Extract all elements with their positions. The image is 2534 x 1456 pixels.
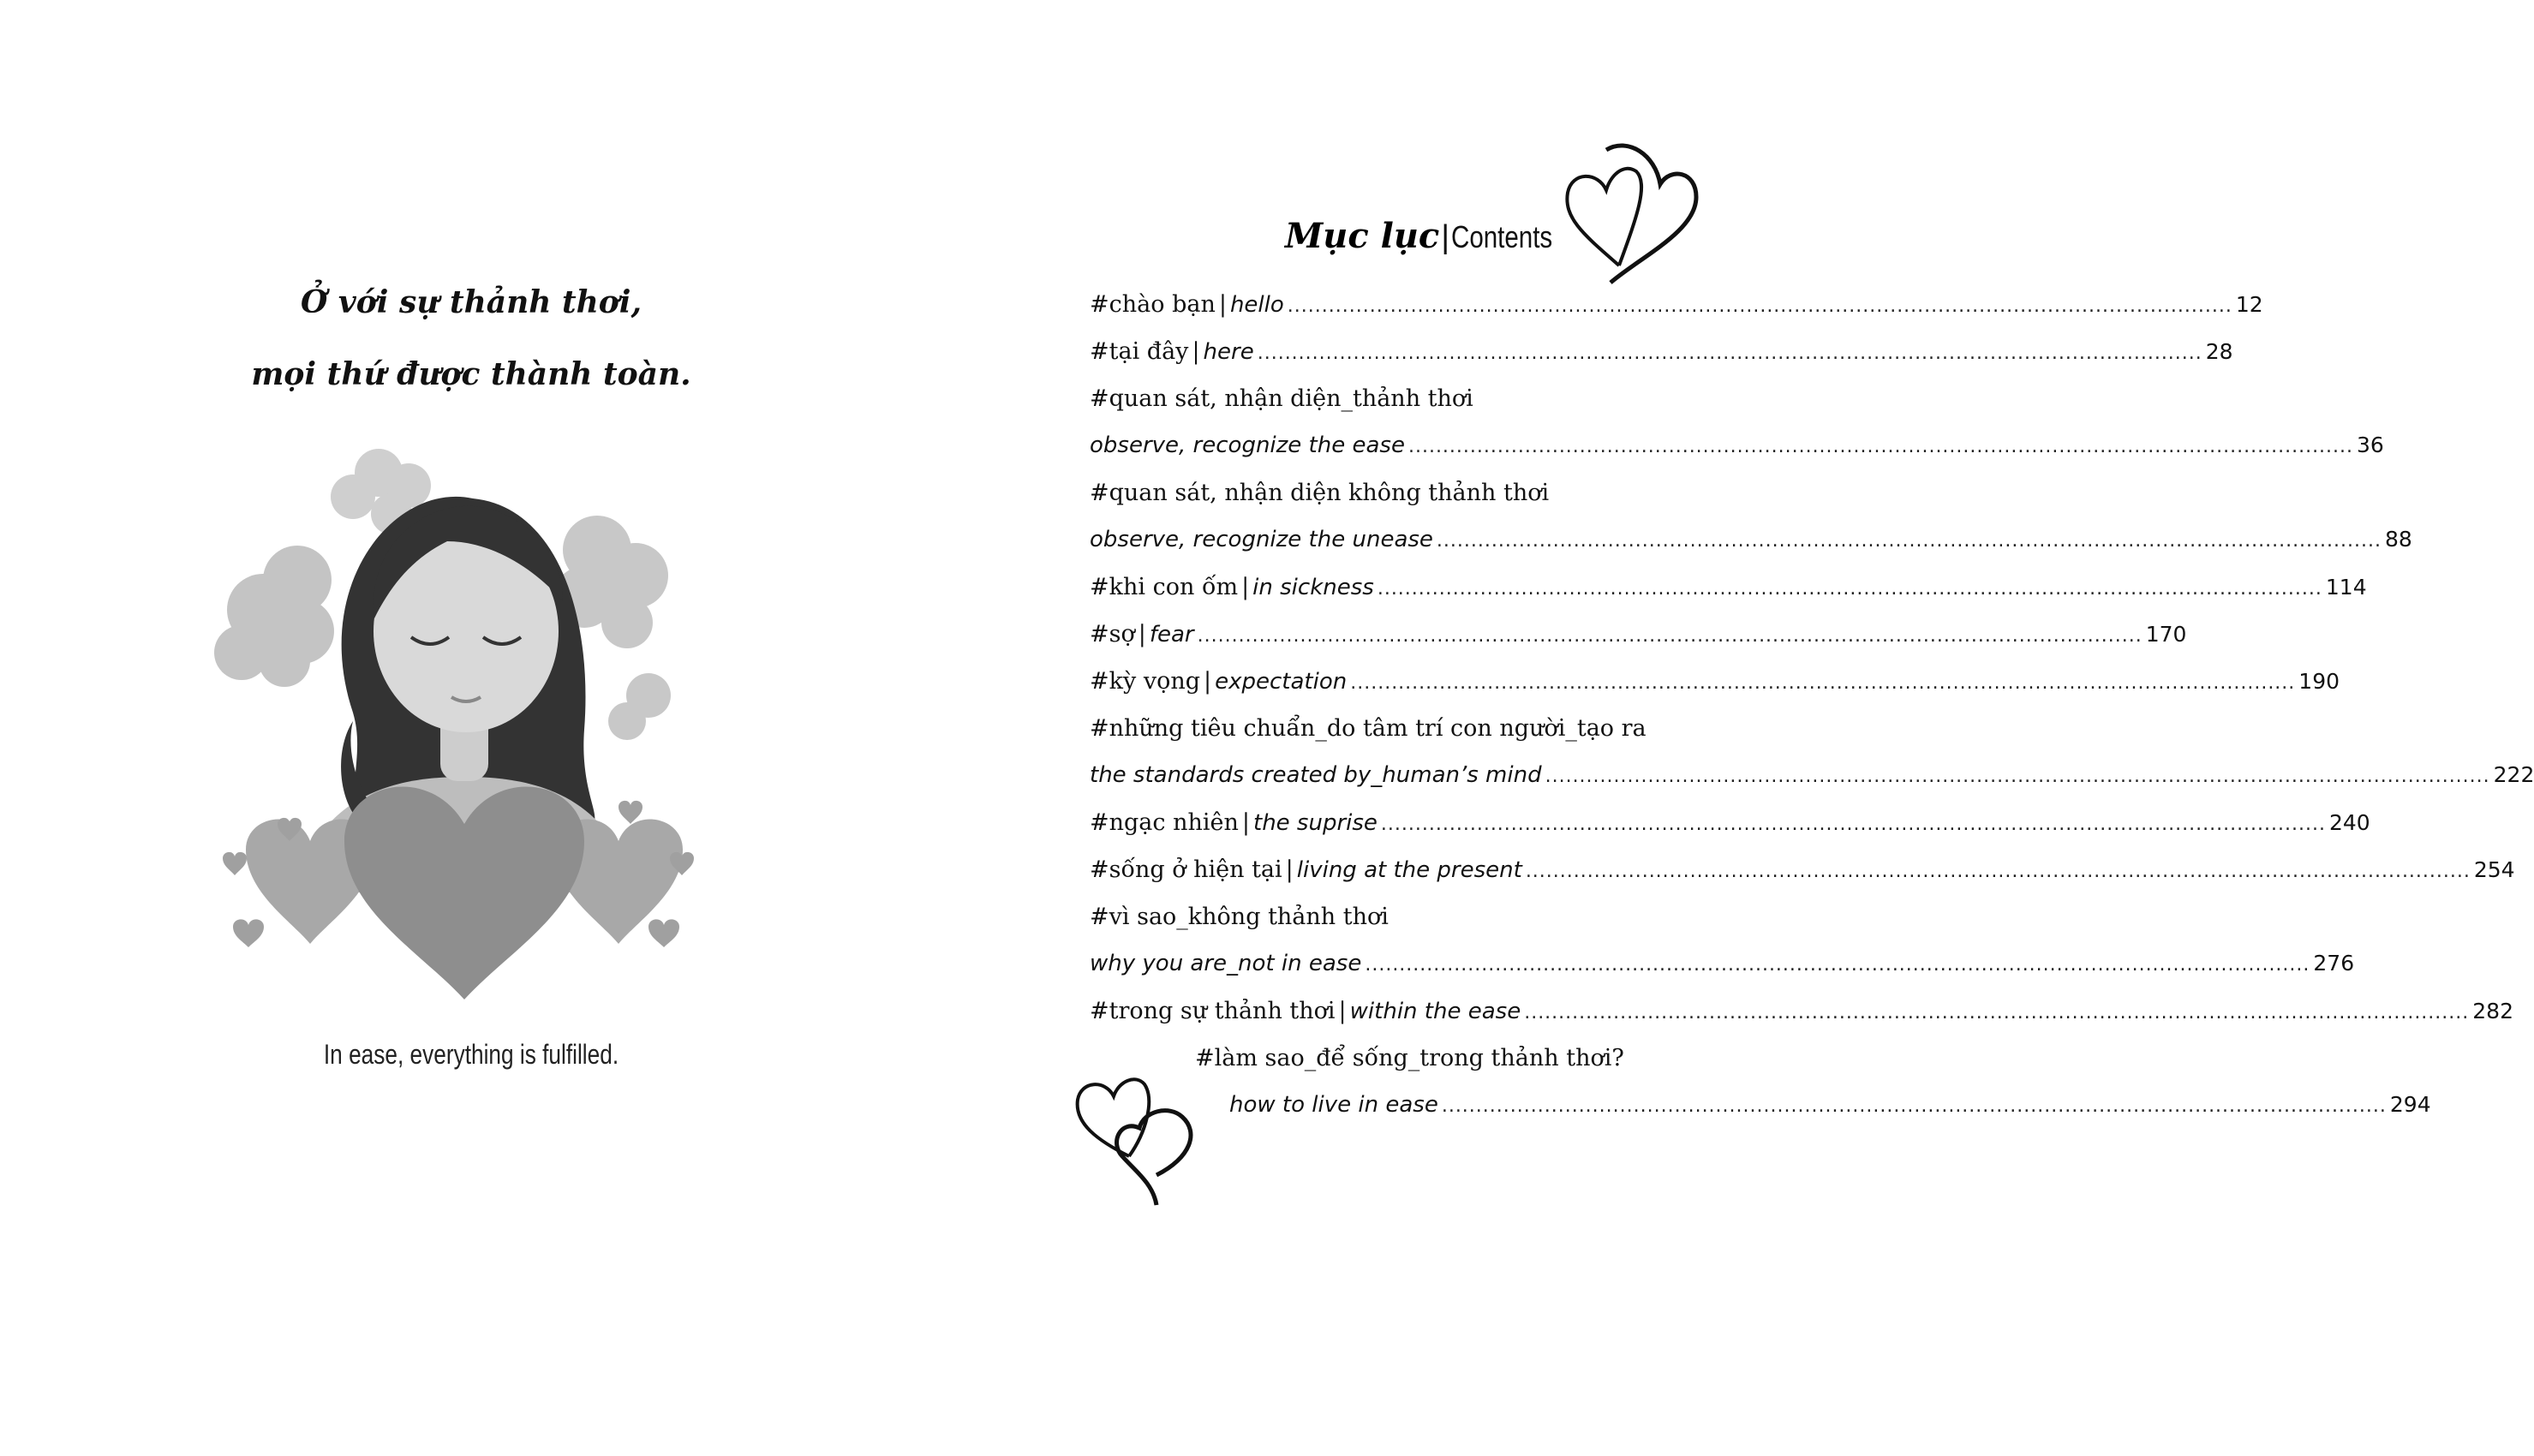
toc-entry-separator: | (1285, 856, 1294, 883)
toc-page-number: 276 (2313, 951, 2355, 976)
toc-entry-vietnamese: #vì sao_không thảnh thơi (1090, 904, 1389, 930)
toc-dot-leader: .......................................................................................................................................... (1407, 436, 2354, 457)
toc-entry[interactable] (1090, 951, 2355, 982)
toc-dot-leader: .......................................................................................................................................... (1380, 814, 2326, 835)
double-heart-icon (1071, 1047, 1206, 1208)
toc-page-number: 222 (2493, 762, 2534, 787)
toc-entry[interactable] (1090, 621, 2187, 652)
toc-entry-vietnamese: #ngạc nhiên (1090, 809, 1239, 836)
toc-title (1285, 216, 1551, 256)
toc-dot-leader: .......................................................................................................................................... (1524, 1002, 2470, 1023)
toc-entry-vietnamese: #khi con ốm (1090, 574, 1239, 600)
toc-entry-vietnamese: #sống ở hiện tại (1090, 856, 1282, 883)
toc-entry-vietnamese: #làm sao_để sống_trong thảnh thơi? (1195, 1045, 1624, 1071)
caption-english: In ease, everything is fulfilled. (323, 1039, 619, 1070)
toc-entry[interactable] (1090, 762, 2534, 793)
toc-entry-english: the suprise (1253, 810, 1378, 836)
toc-entry-vietnamese: #kỳ vọng (1090, 668, 1201, 695)
toc-dot-leader: .......................................................................................................................................... (1287, 295, 2232, 317)
toc-entry-vietnamese: #trong sự thảnh thơi (1090, 998, 1336, 1024)
toc-page-number: 114 (2325, 575, 2367, 600)
toc-dot-leader: .......................................................................................................................................... (1436, 530, 2382, 552)
toc-page-number: 294 (2389, 1092, 2431, 1117)
toc-dot-leader: .......................................................................................................................................... (1350, 672, 2296, 694)
toc-entry-english: observe, recognize the ease (1090, 433, 1405, 458)
toc-entry-english: why you are_not in ease (1090, 951, 1362, 976)
toc-dot-leader: .......................................................................................................................................... (1197, 625, 2143, 647)
toc-entry-english: the standards created by_human’s mind (1090, 762, 1542, 788)
toc-entry[interactable] (1090, 291, 2263, 322)
toc-entry-english: fear (1149, 622, 1194, 647)
toc-page-number: 170 (2145, 622, 2187, 647)
toc-entry[interactable] (1090, 809, 2370, 840)
toc-entry-vietnamese: #sợ (1090, 621, 1135, 647)
flower-icon (214, 546, 334, 687)
girl-with-hearts-illustration (216, 447, 713, 1004)
toc-page-number: 282 (2472, 999, 2513, 1023)
toc-page-number: 28 (2205, 339, 2233, 364)
toc-entry[interactable] (1090, 527, 2412, 558)
toc-entry[interactable] (1090, 574, 2367, 605)
toc-entry-english: observe, recognize the unease (1090, 527, 1433, 552)
toc-page-number: 12 (2235, 292, 2263, 317)
toc-entry-english: living at the present (1296, 857, 1522, 883)
toc-page-number: 190 (2298, 669, 2340, 694)
toc-entry-separator: | (1218, 291, 1227, 318)
toc-page-number: 254 (2473, 857, 2515, 882)
toc-entry[interactable] (1090, 338, 2233, 369)
toc-dot-leader: .......................................................................................................................................... (1441, 1095, 2387, 1117)
toc-dot-leader: .......................................................................................................................................... (1377, 578, 2322, 600)
toc-entry-vietnamese: #quan sát, nhận diện_thảnh thơi (1090, 385, 1473, 412)
toc-entry-heading[interactable] (1090, 385, 1698, 416)
toc-entry-heading[interactable] (1195, 1045, 1698, 1076)
toc-entry-english: hello (1229, 292, 1284, 318)
toc-entry-vietnamese: #chào bạn (1090, 291, 1216, 318)
toc-entry-heading[interactable] (1090, 480, 1698, 510)
double-heart-icon (1559, 137, 1705, 287)
quote-vietnamese-line-2: mọi thứ được thành toàn. (251, 356, 691, 392)
toc-entry-separator: | (1241, 574, 1250, 600)
toc-entry-english: here (1203, 339, 1254, 365)
toc-dot-leader: .......................................................................................................................................... (1545, 766, 2490, 787)
toc-dot-leader: .......................................................................................................................................... (1525, 861, 2471, 882)
toc-entry-separator: | (1138, 621, 1146, 647)
toc-entry-separator: | (1241, 809, 1250, 836)
toc-page-number: 240 (2328, 810, 2370, 835)
quote-vietnamese-line-1: Ở với sự thảnh thơi, (300, 284, 642, 320)
toc-entry[interactable] (1090, 856, 2515, 887)
toc-dot-leader: .......................................................................................................................................... (1257, 343, 2202, 364)
toc-entry-separator: | (1338, 998, 1347, 1024)
toc-title-english: Contents (1451, 219, 1553, 254)
toc-entry-heading[interactable] (1090, 904, 1698, 934)
toc-page-number: 88 (2384, 527, 2412, 552)
toc-entry-english: in sickness (1252, 575, 1374, 600)
toc-entry[interactable] (1229, 1092, 2431, 1123)
toc-title-vietnamese: Mục lục (1285, 216, 1440, 256)
toc-dot-leader: .......................................................................................................................................... (1365, 954, 2310, 976)
toc-entry-separator: | (1204, 668, 1212, 695)
toc-entry[interactable] (1090, 998, 2513, 1029)
toc-page-number: 36 (2357, 433, 2384, 457)
toc-entry-english: within the ease (1349, 999, 1521, 1024)
toc-entry-heading[interactable] (1090, 715, 1698, 746)
toc-entry-separator: | (1192, 338, 1200, 365)
toc-entry-vietnamese: #những tiêu chuẩn_do tâm trí con người_tạo ra (1090, 715, 1647, 742)
toc-entry-english: how to live in ease (1229, 1092, 1438, 1118)
toc-entry[interactable] (1090, 433, 2384, 463)
toc-entry-vietnamese: #tại đây (1090, 338, 1189, 365)
toc-title-separator: | (1441, 219, 1450, 255)
toc-entry-english: expectation (1215, 669, 1348, 695)
toc-entry-vietnamese: #quan sát, nhận diện không thảnh thơi (1090, 480, 1550, 506)
toc-entry[interactable] (1090, 668, 2340, 699)
